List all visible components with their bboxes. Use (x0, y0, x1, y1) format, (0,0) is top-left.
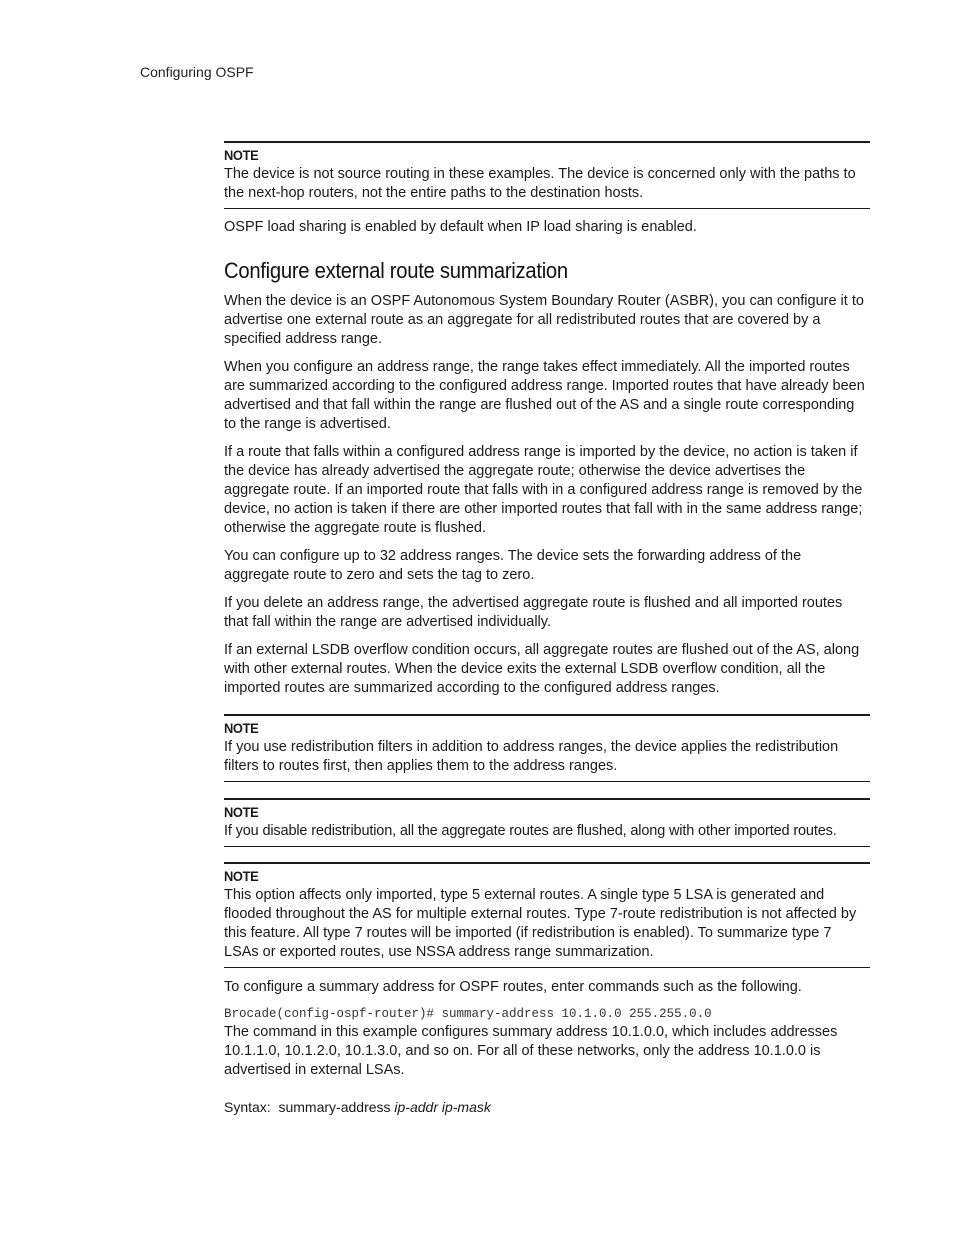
paragraph: You can configure up to 32 address ranges. The device sets the forwarding address of the aggregate route to zero and sets the tag to zero. (224, 548, 802, 583)
note-box (224, 141, 870, 209)
paragraph: When you configure an address range, the range takes effect immediately. All the imported routes are summarized according to the configured address range. Imported routes that have already been advertised and that fall within the range are flushed out of the AS and a single route corresponding to the range is advertised. (224, 359, 865, 432)
paragraph: If a route that falls within a configured address range is imported by the device, no action is taken if the device has already advertised the aggregate route; otherwise the device advertises the aggregate route. If an imported route that falls with in a configured address range is removed by the device, no action is taken if there are other imported routes that fall with in the same address range; otherwise the aggregate route is flushed. (224, 444, 863, 536)
syntax-params: ip-addr ip-mask (394, 1099, 491, 1115)
paragraph-example-explanation: The command in this example configures summary address 10.1.0.0, which includes addresses 10.1.1.0, 10.1.2.0, 10.1.3.0, and so on. For all of these networks, only the address 10.1.0.0 is advertised in external LSAs. (224, 1024, 838, 1078)
section-heading: Configure external route summarization (224, 258, 568, 283)
note-box (224, 714, 870, 782)
note-label: NOTE (224, 804, 259, 820)
note-box (224, 862, 870, 968)
page-content (224, 141, 870, 1117)
note-label: NOTE (224, 868, 259, 884)
note-label: NOTE (224, 720, 259, 736)
code-example: Brocade(config-ospf-router)# summary-address 10.1.0.0 255.255.0.0 (224, 1007, 712, 1021)
paragraph: When the device is an OSPF Autonomous System Boundary Router (ASBR), you can configure it to advertise one external route as an aggregate for all redistributed routes that are covered by a specified address range. (224, 293, 864, 347)
note-text: This option affects only imported, type 5 external routes. A single type 5 LSA is generated and flooded throughout the AS for multiple external routes. Type 7-route redistribution is not affected by this feature. All type 7 routes will be imported (if redistribution is enabled). To summarize type 7 LSAs or exported routes, use NSSA address range summarization. (224, 887, 857, 960)
running-header: Configuring OSPF (140, 64, 254, 80)
syntax-line (224, 1098, 870, 1117)
note-text: If you use redistribution filters in addition to address ranges, the device applies the redistribution filters to routes first, then applies them to the address ranges. (224, 739, 839, 774)
section-heading-wrap (224, 257, 870, 290)
note-text: The device is not source routing in these examples. The device is concerned only with the paths to the next-hop routers, not the entire paths to the destination hosts. (224, 166, 856, 201)
paragraph: If you delete an address range, the advertised aggregate route is flushed and all imported routes that fall within the range are advertised individually. (224, 595, 843, 630)
note-label: NOTE (224, 147, 259, 163)
syntax-prefix: Syntax: (224, 1099, 271, 1115)
note-box (224, 798, 870, 847)
syntax-command: summary-address (278, 1099, 391, 1115)
paragraph-configure-intro: To configure a summary address for OSPF routes, enter commands such as the following. (224, 979, 802, 995)
note-text: If you disable redistribution, all the aggregate routes are flushed, along with other imported routes. (224, 823, 837, 839)
paragraph-load-sharing: OSPF load sharing is enabled by default when IP load sharing is enabled. (224, 219, 697, 235)
paragraph: If an external LSDB overflow condition occurs, all aggregate routes are flushed out of the AS, along with other external routes. When the device exits the external LSDB overflow condition, all the imported routes are summarized according to the configured address ranges. (224, 642, 860, 696)
